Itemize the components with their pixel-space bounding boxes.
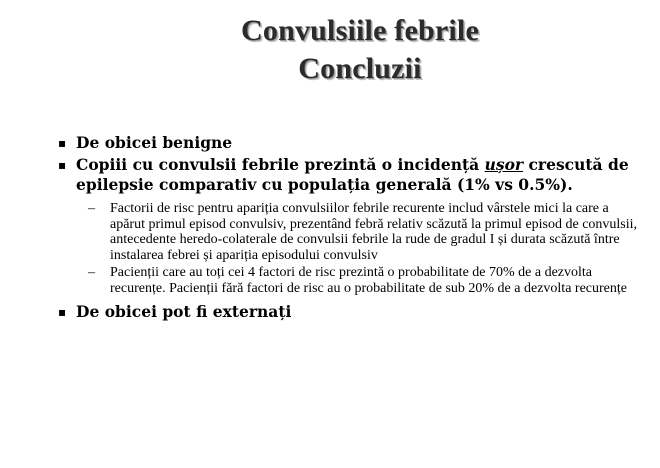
bullet-item: [58, 155, 638, 195]
bullet-marker: ▪: [58, 136, 67, 150]
bullet-text-after: crescută de epilepsie comparativ cu populația generală (1% vs 0.5%).: [76, 155, 629, 194]
bullet-marker: ▪: [58, 158, 67, 172]
dash-marker: –: [88, 201, 95, 216]
dash-marker: –: [88, 265, 95, 280]
sub-item: [58, 265, 638, 296]
slide-body: [58, 133, 638, 322]
title-main: Convulsiile febrile: [241, 14, 479, 47]
sub-item-text: Factorii de risc pentru apariția convulsiilor febrile recurente includ vârstele mici la care a apărut primul episod convulsiv, prezentând febră relativ scăzută la primul episod de convulsii, antecedente heredo-colaterale de convulsii febrile la rude de gradul I și durata scăzută între instalarea febrei și apariția episodului convulsiv: [110, 201, 638, 263]
bullet-text: De obicei benigne: [76, 133, 233, 152]
sub-item-text: Pacienții care au toți cei 4 factori de risc prezintă o probabilitate de 70% de a dezvolta recurențe. Pacienții fără factori de risc au o probabilitate de sub 20% de a dezvolta recurențe: [110, 265, 627, 296]
bullet-text-emphasis: ușor: [484, 155, 524, 174]
slide-title: [0, 12, 660, 88]
sub-item: [58, 201, 638, 263]
bullet-text-before: Copiii cu convulsii febrile prezintă o incidență: [76, 155, 485, 174]
bullet-marker: ▪: [58, 305, 67, 319]
title-subtitle: Concluzii: [298, 52, 422, 85]
bullet-item: [58, 302, 638, 322]
sub-list: [58, 201, 638, 296]
bullet-text: De obicei pot fi externați: [76, 302, 292, 321]
bullet-item: [58, 133, 638, 153]
